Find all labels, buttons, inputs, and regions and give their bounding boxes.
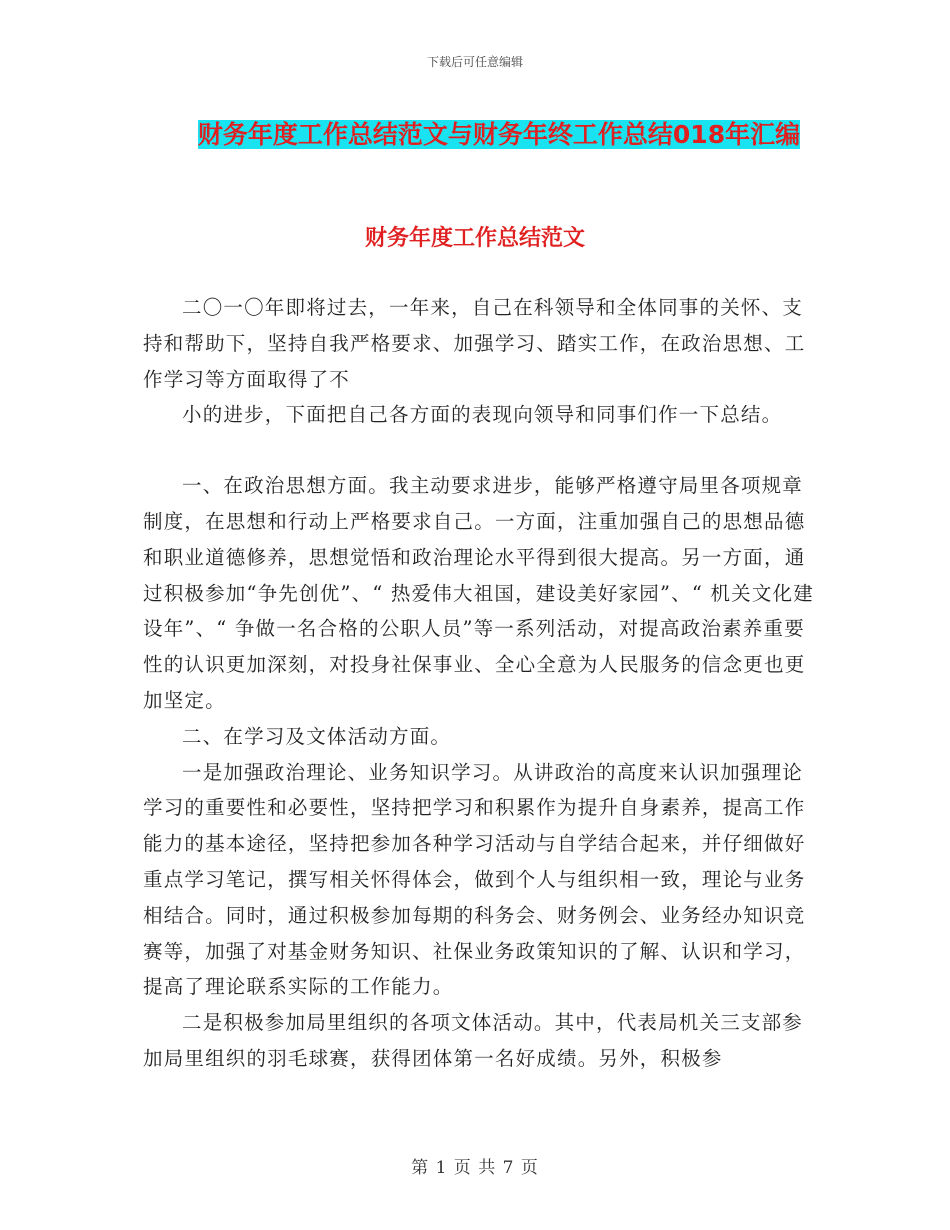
document-body <box>143 290 815 1077</box>
paragraph-intro-2: 小的进步，下面把自己各方面的表现向领导和同事们作一下总结。 <box>182 403 783 427</box>
paragraph-politics: 一、在政治思想方面。我主动要求进步，能够严格遵守局里各项规章制度，在思想和行动上严格要求自己。一方面，注重加强自己的思想品德和职业道德修养，思想觉悟和政治理论水平得到很大提高。另一方面，通过积极参加“争先创优”、“ 热爱伟大祖国，建设美好家园”、“ 机关文化建设年”、“ 争做一名合格的公职人员”等一系列活动，对提高政治素养重要性的认识更加深刻，对投身社保事业、全心全意为人民服务的信念更也更加坚定。 <box>143 474 814 712</box>
paragraph-study: 一是加强政治理论、业务知识学习。从讲政治的高度来认识加强理论学习的重要性和必要性，坚持把学习和积累作为提升自身素养，提高工作能力的基本途径，坚持把参加各种学习活动与自学结合起来，并仔细做好重点学习笔记，撰写相关怀得体会，做到个人与组织相一致，理论与业务相结合。同时，通过积极参加每期的科务会、财务例会、业务经办知识竞赛等，加强了对基金财务知识、社保业务政策知识的了解、认识和学习，提高了理论联系实际的工作能力。 <box>143 760 806 999</box>
page-footer: 第 1 页 共 7 页 <box>411 1158 539 1178</box>
document-title <box>195 114 803 156</box>
document-title-text: 财务年度工作总结范文与财务年终工作总结018年汇编 <box>197 120 801 149</box>
paragraph-study-heading: 二、在学习及文体活动方面。 <box>182 724 452 748</box>
header-note: 下载后可任意编辑 <box>426 55 523 69</box>
paragraph-intro-1: 二〇一〇年即将过去，一年来，自己在科领导和全体同事的关怀、支持和帮助下，坚持自我严格要求、加强学习、踏实工作，在政治思想、工作学习等方面取得了不 <box>143 296 806 391</box>
section-title: 财务年度工作总结范文 <box>364 226 585 251</box>
paragraph-activities: 二是积极参加局里组织的各项文体活动。其中，代表局机关三支部参加局里组织的羽毛球赛，获得团体第一名好成绩。另外，积极参 <box>143 1011 804 1070</box>
